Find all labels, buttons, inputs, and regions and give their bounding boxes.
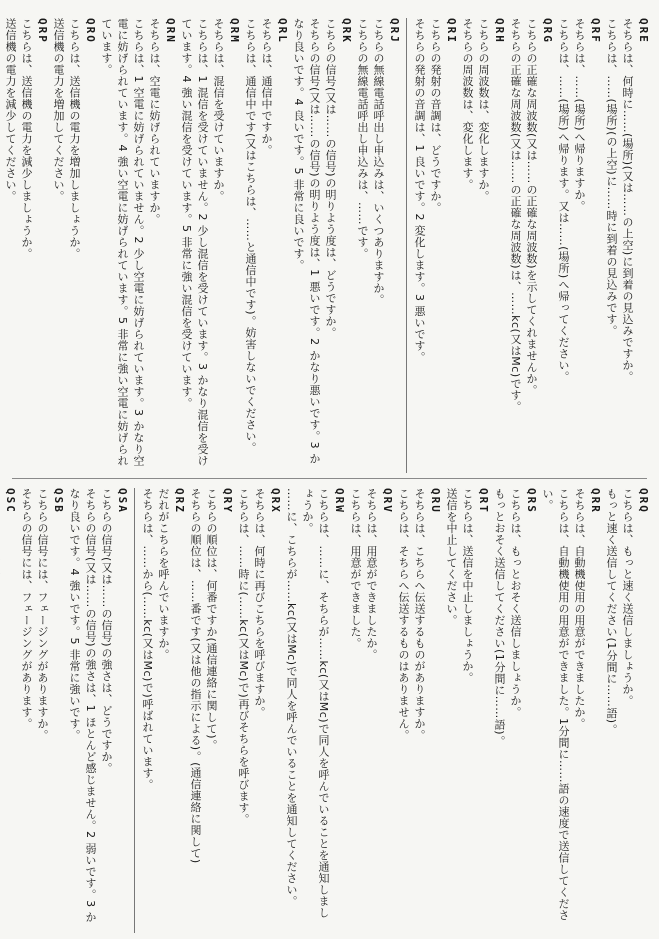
q-code-entry: [0, 488, 18, 933]
question-text: こちらは、もっとおそく送信しましょうか。: [509, 488, 522, 718]
q-code-entry: [290, 18, 354, 473]
answer-text: そちらの順位は、……番です(又は他の指示による)。(通信連絡に関して): [189, 488, 202, 864]
answer-text: そちらの信号(又は……の信号)の明りよう度は、1 悪いです。2 かなり悪いです。3 かなり良いです。4 良いです。5 非常に良いです。: [292, 18, 321, 465]
answer-text: こちらは、1 空電に妨げられていません。2 少し空電に妨げられています。3 かなり空電に妨げられています。4 強い空電に妨げられています。5 非常に強い空電に妨げられています。: [100, 18, 145, 467]
q-code: QRG: [541, 18, 554, 44]
q-code-entry: [187, 488, 235, 933]
q-code-entry: [539, 488, 603, 933]
q-code: QSC: [4, 488, 17, 514]
q-code-entry: [354, 18, 402, 473]
question-text: こちらは、送信機の電力を減少しましょうか。: [20, 18, 33, 260]
answer-text: そちらの周波数は、変化します。: [461, 18, 474, 191]
q-code-entry: [491, 488, 539, 933]
question-text: そちらは、こちらへ伝送するものがありますか。: [413, 488, 426, 741]
answer-text: こちらは、……(場所)へ帰ります。又は……(場所)へ帰ってください。: [557, 18, 570, 383]
answer-text: 送信機の電力を減少してください。: [4, 18, 17, 202]
q-code-entry: [283, 488, 347, 933]
question-text: そちらは、何時に再びこちらを呼びますか。: [253, 488, 266, 718]
q-code-entry: [2, 18, 50, 473]
answer-text: こちらは、……時に(……kc(又はMc)で)再びそちらを呼びます。: [237, 488, 250, 825]
question-text: こちらの信号には、フェージングがありますか。: [36, 488, 49, 741]
answer-text: こちらは、自動機使用の用意ができました。1分間に……語の速度で送信してください。: [541, 488, 570, 921]
question-text: こちらの周波数は、変化しますか。: [477, 18, 490, 202]
q-code: QRW: [333, 488, 346, 514]
answer-text: こちらは、そちらへ伝送するものはありません。: [397, 488, 410, 741]
column-divider: [134, 488, 135, 933]
q-code-entry: [507, 18, 555, 473]
q-code-entry: [178, 18, 242, 473]
question-text: こちらは、……に、そちらが……kc(又はMc)で同人を呼んでいることを通知しましょうか。: [301, 488, 330, 919]
q-code: QRQ: [637, 488, 650, 514]
q-code: QRE: [637, 18, 650, 44]
answer-text: 送信機の電力を増加してください。: [52, 18, 65, 202]
q-code-entry: [139, 488, 187, 933]
question-text: こちらは、送信機の電力を増加しましょうか。: [68, 18, 81, 260]
answer-text: こちらは、1 混信を受けていません。2 少し混信を受けています。3 かなり混信を受けています。4 強い混信を受けています。5 非常に強い混信を受けています。: [180, 18, 209, 467]
answer-text: こちらは、……(場所)(の上空)に……時に到着の見込みです。: [605, 18, 618, 337]
bottom-section: [0, 488, 659, 933]
q-code-entry: [98, 18, 178, 473]
q-code: QRT: [477, 488, 490, 514]
q-code: QRN: [164, 18, 177, 44]
q-code-entry: [235, 488, 283, 933]
q-code: QRK: [340, 18, 353, 44]
q-code: QRY: [221, 488, 234, 514]
question-text: そちらは、何時に……(場所)(又は……の上空)に到着の見込みですか。: [621, 18, 634, 383]
answer-text: そちらは、……から(……kc(又はMc)で)呼ばれています。: [141, 488, 154, 791]
q-code-entry: [555, 18, 603, 473]
question-text: そちらは、……(場所)へ帰りますか。: [573, 18, 586, 212]
q-code: QRO: [84, 18, 97, 44]
question-text: こちらは、送信を中止しましょうか。: [461, 488, 474, 684]
q-code-entry: [242, 18, 290, 473]
q-code: QRF: [589, 18, 602, 44]
answer-text: そちらの信号(又は……の信号)の強さは、1 ほとんど感じません。2 弱いです。3 かなり良いです。4 強いです。5 非常に強いです。: [68, 488, 97, 924]
q-code-entry: [459, 18, 507, 473]
q-code: QRP: [36, 18, 49, 44]
question-text: こちらの信号(又は……の信号)の明りよう度は、どうですか。: [324, 18, 337, 339]
question-text: こちらの正確な周波数(又は……の正確な周波数)を示してくれませんか。: [525, 18, 538, 396]
question-text: こちらの無線電話呼出し申込みは、いくつありますか。: [372, 18, 385, 306]
question-text: そちらは、空電に妨げられていますか。: [148, 18, 161, 225]
q-code-entry: [395, 488, 443, 933]
question-text: そちらは、自動機使用の用意ができましたか。: [573, 488, 586, 730]
q-code-entry: [50, 18, 98, 473]
answer-text: こちらは、用意ができました。: [349, 488, 362, 649]
question-text: [0, 488, 2, 927]
q-code: QRV: [381, 488, 394, 514]
question-text: こちらの順位は、何番ですか(通信連絡に関して)。: [205, 488, 218, 751]
q-code-entry: [18, 488, 66, 933]
q-code-entry: [443, 488, 491, 933]
q-code-entry: [603, 18, 651, 473]
column-divider: [406, 18, 407, 473]
q-code: QRI: [445, 18, 458, 44]
q-code: QSB: [52, 488, 65, 514]
question-text: こちらの発射の音調は、どうですか。: [429, 18, 442, 214]
answer-text: こちらの無線電話呼出し申込みは、……です。: [356, 18, 369, 260]
answer-text: ……に、こちらが……kc(又はMc)で同人を呼んでいることを通知してください。: [285, 488, 298, 908]
q-code-entry: [66, 488, 130, 933]
top-section: [0, 18, 659, 473]
answer-text: もっと速く送信してください(1分間に……語)。: [605, 488, 618, 736]
question-text: こちらは、もっと速く送信しましょうか。: [621, 488, 634, 707]
section-divider: [12, 478, 647, 479]
answer-text: こちらは、通信中です(又はこちらは、……と通信中です)。妨害しないでください。: [244, 18, 257, 454]
question-text: こちらの信号(又は……の信号)の強さは、どうですか。: [100, 488, 113, 774]
answer-text: そちらの信号には、フェージングがあります。: [20, 488, 33, 730]
q-code: QRS: [525, 488, 538, 514]
answer-text: 送信を中止してください。: [445, 488, 458, 626]
q-code: QRH: [493, 18, 506, 44]
q-code: QSA: [116, 488, 129, 514]
question-text: だれがこちらを呼んでいますか。: [157, 488, 170, 661]
question-text: そちらは、通信中ですか。: [260, 18, 273, 156]
answer-text: もっとおそく送信してください(1分間に……語)。: [493, 488, 506, 747]
question-text: そちらは、用意ができましたか。: [365, 488, 378, 661]
q-code-entry: [603, 488, 651, 933]
q-code: QRJ: [388, 18, 401, 44]
answer-text: そちらの正確な周波数(又は……の正確な周波数)は、……kc(又はMc)です。: [509, 18, 522, 413]
q-code-entry: [411, 18, 459, 473]
q-code: QRM: [228, 18, 241, 44]
answer-text: そちらの発射の音調は、1 良いです。2 変化します。3 悪いです。: [413, 18, 426, 363]
q-code: QRR: [589, 488, 602, 514]
q-code: QRU: [429, 488, 442, 514]
question-text: そちらは、混信を受けていますか。: [212, 18, 225, 202]
q-code: QRX: [269, 488, 282, 514]
q-code: QRZ: [173, 488, 186, 514]
q-code-entry: [347, 488, 395, 933]
q-code: QRL: [276, 18, 289, 44]
